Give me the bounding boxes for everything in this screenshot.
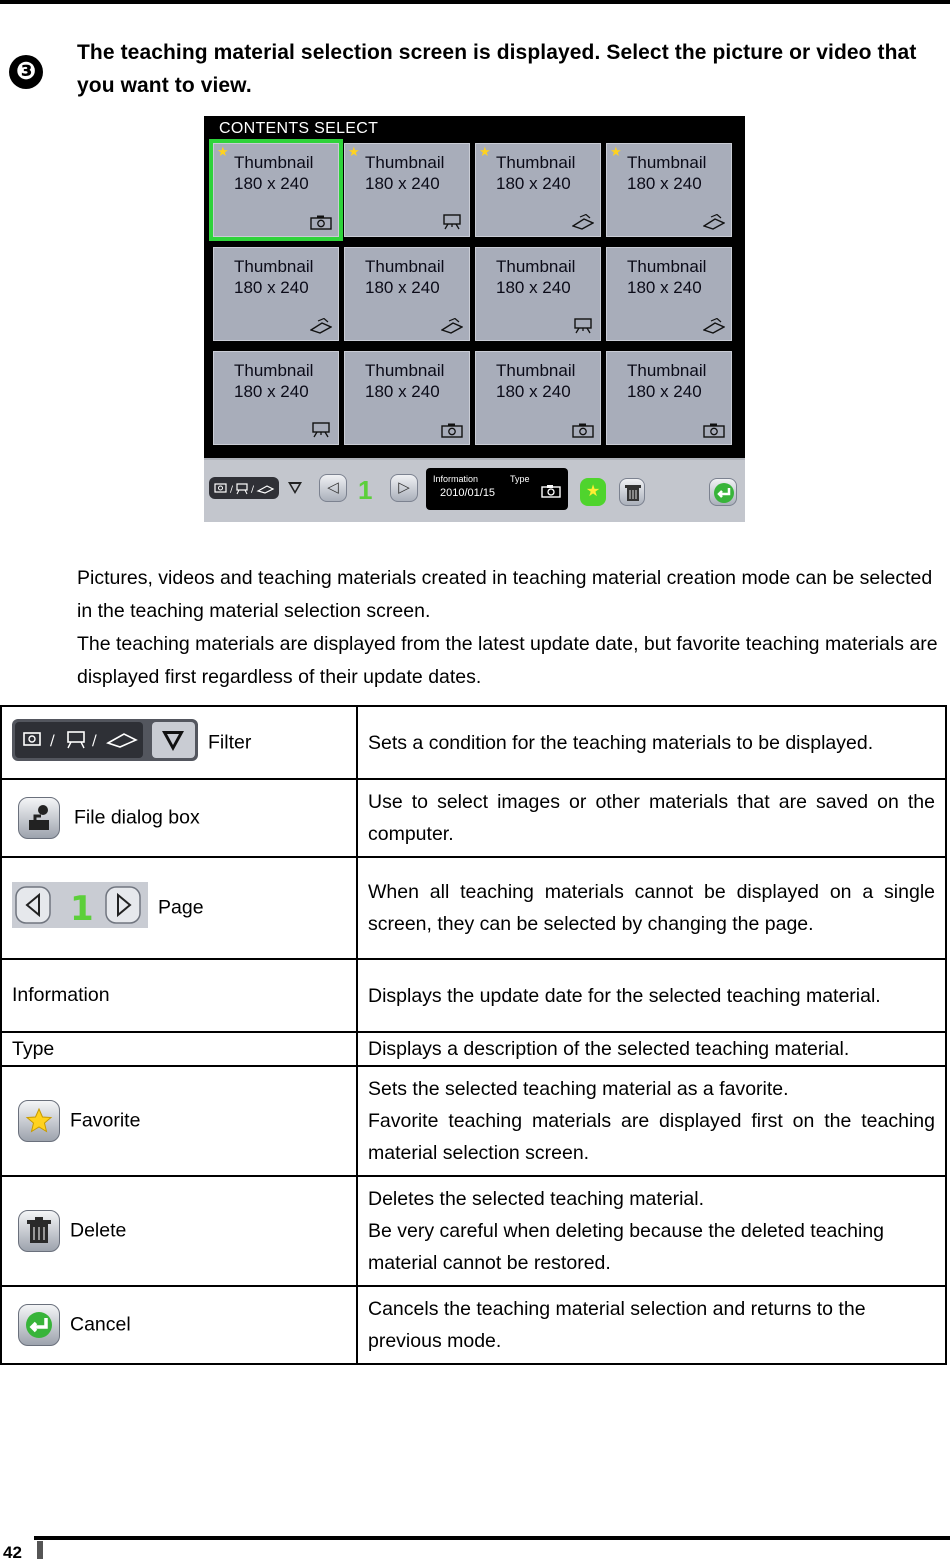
thumbnail-label: Thumbnail 180 x 240 — [234, 257, 314, 297]
camera-icon — [541, 484, 561, 498]
thumbnail-tile[interactable] — [475, 247, 601, 341]
information-label-cell: Information — [1, 959, 357, 1032]
file-dialog-cell — [1, 779, 357, 857]
thumbnail-label: Thumbnail 180 x 240 — [627, 257, 707, 297]
page-label: Page — [158, 896, 204, 919]
table-row — [1, 857, 946, 959]
filter-description: Sets a condition for the teaching materials to be displayed. — [357, 706, 946, 779]
filter-label: Filter — [208, 731, 252, 753]
favorite-star-icon: ★ — [217, 144, 229, 159]
cancel-button[interactable] — [709, 478, 737, 506]
video-icon — [572, 318, 594, 334]
svg-text:/: / — [50, 732, 55, 749]
trash-icon — [18, 1210, 60, 1252]
file-dialog-label: File dialog box — [74, 806, 200, 829]
thumbnail-label: Thumbnail 180 x 240 — [234, 361, 314, 401]
information-label: Information — [433, 474, 479, 484]
next-page-button[interactable]: ▷ — [390, 474, 418, 502]
favorite-star-icon: ★ — [479, 144, 491, 159]
file-dialog-description: Use to select images or other materials that are saved on the computer. — [357, 779, 946, 857]
type-label-cell: Type — [1, 1032, 357, 1066]
footer-marker — [37, 1541, 43, 1559]
thumbnail-tile[interactable] — [606, 247, 732, 341]
svg-text:/: / — [92, 732, 97, 749]
favorite-button[interactable]: ★ — [580, 478, 606, 506]
material-icon — [441, 318, 463, 334]
cancel-description: Cancels the teaching material selection and returns to the previous mode. — [357, 1286, 946, 1364]
material-icon — [572, 214, 594, 230]
favorite-description-line-1: Sets the selected teaching material as a favorite. — [368, 1078, 789, 1100]
table-row — [1, 1176, 946, 1286]
camera-icon — [572, 422, 594, 438]
svg-text:/: / — [251, 485, 255, 495]
thumbnail-label: Thumbnail 180 x 240 — [234, 153, 314, 193]
table-row — [1, 959, 946, 1032]
filter-dropdown-triangle-icon[interactable] — [288, 482, 302, 494]
return-arrow-icon — [710, 479, 738, 507]
function-table — [0, 705, 947, 1365]
thumbnail-tile[interactable] — [213, 247, 339, 341]
information-panel — [426, 468, 568, 510]
thumbnail-tile[interactable] — [475, 143, 601, 237]
table-row — [1, 779, 946, 857]
filter-button-icon — [12, 719, 198, 767]
description-paragraph — [77, 562, 949, 694]
material-icon — [703, 318, 725, 334]
thumbnail-label: Thumbnail 180 x 240 — [627, 153, 707, 193]
thumbnail-tile[interactable] — [344, 143, 470, 237]
page-cell — [1, 857, 357, 959]
screen-toolbar — [204, 458, 745, 522]
favorite-cell — [1, 1066, 357, 1176]
page-controls-icon — [12, 882, 148, 934]
table-row — [1, 1286, 946, 1364]
thumbnail-tile[interactable] — [606, 351, 732, 445]
material-icon — [310, 318, 332, 334]
thumbnail-tile[interactable] — [606, 143, 732, 237]
return-arrow-icon — [18, 1304, 60, 1346]
footer-rule — [34, 1536, 950, 1540]
favorite-star-icon: ★ — [610, 144, 622, 159]
thumbnail-label: Thumbnail 180 x 240 — [496, 153, 576, 193]
delete-label: Delete — [70, 1219, 127, 1242]
thumbnail-label: Thumbnail 180 x 240 — [365, 257, 445, 297]
thumbnail-label: Thumbnail 180 x 240 — [365, 361, 445, 401]
thumbnail-label: Thumbnail 180 x 240 — [496, 361, 576, 401]
filter-icons — [209, 477, 279, 499]
information-description: Displays the update date for the selected teaching material. — [357, 959, 946, 1032]
top-rule — [0, 0, 950, 4]
trash-icon — [620, 479, 646, 507]
thumbnail-tile[interactable] — [344, 351, 470, 445]
video-icon — [441, 214, 463, 230]
favorite-description-line-2: Favorite teaching materials are displayed first on the teaching material selection screen. — [368, 1110, 935, 1164]
delete-button[interactable] — [619, 478, 645, 506]
delete-description — [357, 1176, 946, 1286]
prev-page-button[interactable]: ◁ — [319, 474, 347, 502]
type-description: Displays a description of the selected teaching material. — [357, 1032, 946, 1066]
page-number-footer: 42 — [3, 1543, 22, 1562]
screen-title: CONTENTS SELECT — [219, 120, 379, 137]
thumbnail-label: Thumbnail 180 x 240 — [496, 257, 576, 297]
camera-icon — [441, 422, 463, 438]
page-number-glyph: 1 — [70, 889, 94, 928]
svg-text:/: / — [230, 485, 234, 495]
delete-description-line-2: Be very careful when deleting because the deleted teaching material cannot be restored. — [368, 1220, 885, 1274]
favorite-star-icon: ★ — [348, 144, 360, 159]
delete-description-line-1: Deletes the selected teaching material. — [368, 1188, 705, 1210]
camera-icon — [703, 422, 725, 438]
filter-button[interactable] — [209, 477, 279, 499]
paragraph-line-1: Pictures, videos and teaching materials created in teaching material creation mode can be selected in the teaching material selection screen. — [77, 567, 933, 622]
delete-cell — [1, 1176, 357, 1286]
contents-select-screenshot — [204, 116, 745, 522]
video-icon — [310, 422, 332, 438]
file-dialog-icon — [18, 797, 60, 839]
type-label: Type — [510, 474, 530, 484]
cancel-label: Cancel — [70, 1313, 131, 1336]
page-number: 1 — [358, 475, 373, 505]
favorite-label: Favorite — [70, 1109, 141, 1132]
page-description: When all teaching materials cannot be displayed on a single screen, they can be selected by changing the page. — [357, 857, 946, 959]
thumbnail-tile[interactable] — [475, 351, 601, 445]
step-number-badge: ❸ — [9, 55, 43, 89]
thumbnail-tile[interactable] — [213, 351, 339, 445]
thumbnail-label: Thumbnail 180 x 240 — [365, 153, 445, 193]
favorite-description — [357, 1066, 946, 1176]
cancel-cell — [1, 1286, 357, 1364]
paragraph-line-2: The teaching materials are displayed from the latest update date, but favorite teaching materials are displayed first regardless of their update dates. — [77, 633, 938, 688]
thumbnail-grid — [213, 143, 739, 449]
table-row — [1, 1066, 946, 1176]
material-icon — [703, 214, 725, 230]
step-heading: The teaching material selection screen is displayed. Select the picture or video that you want to view. — [77, 41, 917, 97]
favorite-star-icon — [18, 1100, 60, 1142]
thumbnail-tile[interactable] — [344, 247, 470, 341]
camera-icon — [310, 214, 332, 230]
update-date: 2010/01/15 — [440, 487, 496, 499]
filter-cell — [1, 706, 357, 779]
table-row — [1, 1032, 946, 1066]
thumbnail-label: Thumbnail 180 x 240 — [627, 361, 707, 401]
table-row — [1, 706, 946, 779]
thumbnail-tile[interactable] — [213, 143, 339, 237]
